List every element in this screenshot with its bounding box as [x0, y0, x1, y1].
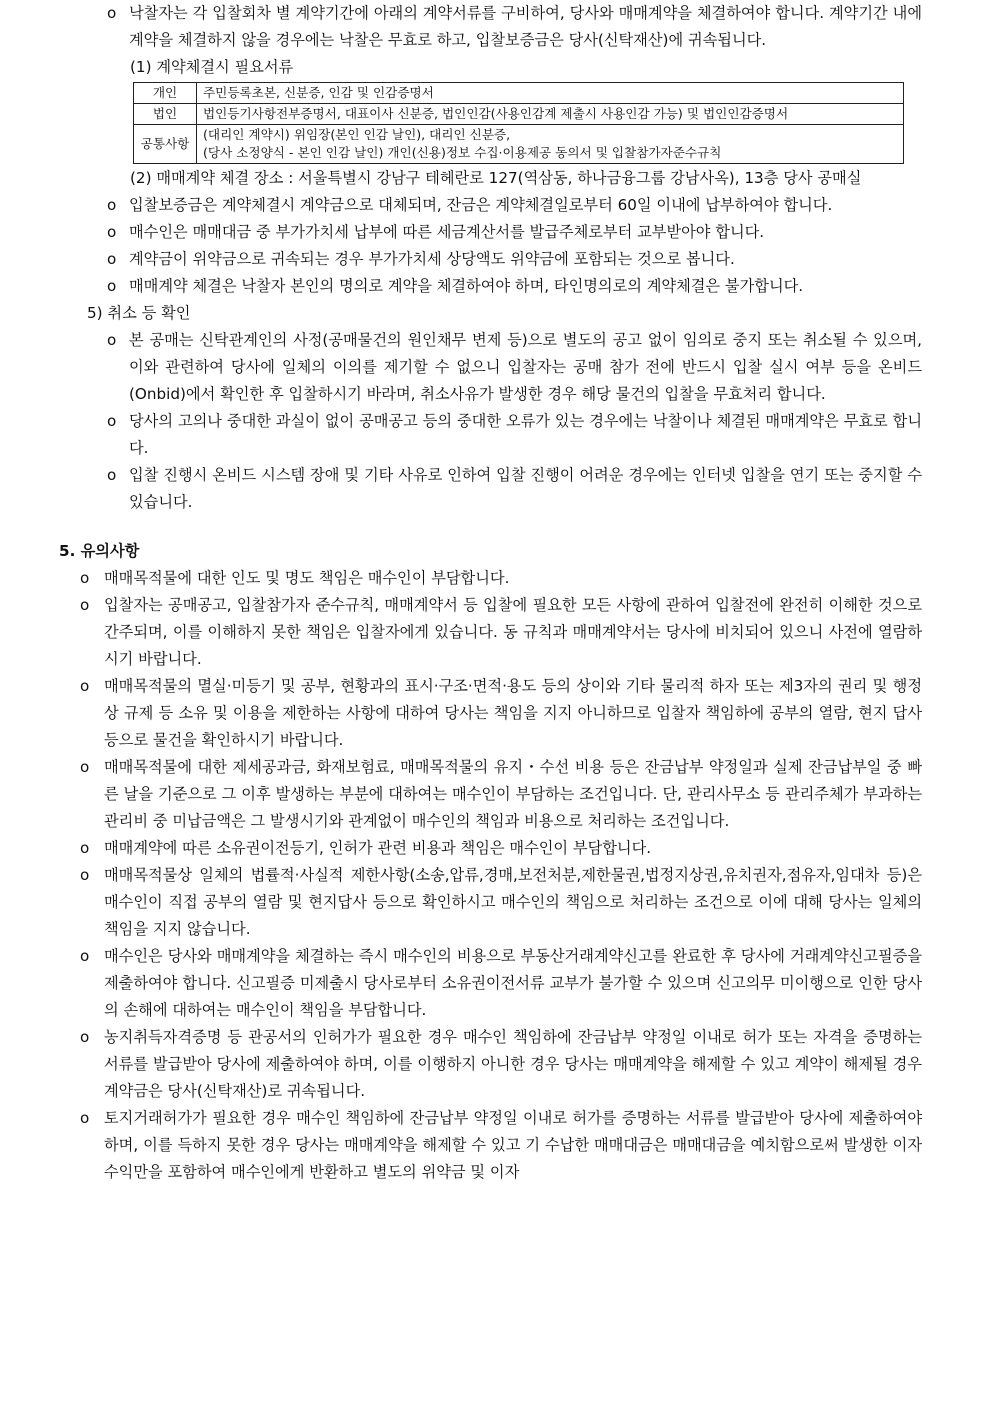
list-item — [80, 592, 922, 673]
table-row — [134, 104, 904, 125]
bullet: o — [80, 596, 90, 614]
list-item — [80, 1105, 922, 1186]
bullet: o — [107, 4, 117, 22]
paragraph-text: 매매목적물에 대한 제세공과금, 화재보험료, 매매목적물의 유지・수선 비용 등은 잔금납부 약정일과 실제 잔금납부일 중 빠른 날을 기준으로 그 이후 발생하는 부분에 대하여는 매수인이 부담하는 조건입니다. 단, 관리사무소 등 관리주체가 부과하는 관리비 중 미납금액은 그 발생시기와 관계없이 매수인의 책임과 비용으로 처리하는 조건입니다. — [104, 758, 922, 830]
bullet: o — [107, 277, 117, 295]
paragraph-text: 계약금이 위약금으로 귀속되는 경우 부가가치세 상당액도 위약금에 포함되는 것으로 봅니다. — [129, 250, 735, 268]
bullet: o — [107, 196, 117, 214]
deposit-block — [0, 192, 992, 300]
section-heading: 5. 유의사항 — [59, 542, 140, 560]
list-item — [107, 273, 922, 300]
list-item — [107, 246, 922, 273]
paragraph-text: 낙찰자는 각 입찰회차 별 계약기간에 아래의 계약서류를 구비하여, 당사와 매매계약을 체결하여야 합니다. 계약기간 내에 계약을 체결하지 않을 경우에는 낙찰은 무효로 하고, 입찰보증금은 당사(신탁재산)에 귀속됩니다. — [129, 4, 922, 49]
list-item — [80, 673, 922, 754]
list-item — [80, 943, 922, 1024]
list-item — [107, 408, 922, 462]
paragraph-text: 입찰보증금은 계약체결시 계약금으로 대체되며, 잔금은 계약체결일로부터 60일 이내에 납부하여야 합니다. — [129, 196, 833, 214]
notes-block — [0, 565, 992, 1186]
table-value-line: (당사 소정양식 - 본인 인감 날인) 개인(신용)정보 수집·이용제공 동의서 및 입찰참가자준수규칙 — [203, 145, 722, 160]
paragraph-text: 매매계약 체결은 낙찰자 본인의 명의로 계약을 체결하여야 하며, 타인명의로의 계약체결은 불가합니다. — [129, 277, 804, 295]
paragraph-text: 본 공매는 신탁관계인의 사정(공매물건의 원인채무 변제 등)으로 별도의 공고 없이 임의로 중지 또는 취소될 수 있으며, 이와 관련하여 당사에 일체의 이의를 제기할 수 없으니 입찰자는 공매 참가 전에 반드시 입찰 실시 여부 등을 온비드(Onbid)에서 확인한 후 입찰하시기 바라며, 취소사유가 발생한 경우 해당 물건의 입찰을 무효처리 합니다. — [129, 331, 922, 403]
list-item — [80, 862, 922, 943]
table-value: 주민등록초본, 신분증, 인감 및 인감증명서 — [197, 83, 904, 104]
paragraph-text: 입찰 진행시 온비드 시스템 장애 및 기타 사유로 인하여 입찰 진행이 어려운 경우에는 인터넷 입찰을 연기 또는 중지할 수 있습니다. — [129, 466, 922, 511]
contract-block — [0, 0, 992, 54]
table-value — [197, 125, 904, 164]
paragraph-text: 토지거래허가가 필요한 경우 매수인 책임하에 잔금납부 약정일 이내로 허가를 증명하는 서류를 발급받아 당사에 제출하여야 하며, 이를 득하지 못한 경우 당사는 매매계약을 해제할 수 있고 기 수납한 매매대금은 매매대금을 예치함으로써 발생한 이자수익만을 포함하여 매수인에게 반환하고 별도의 위약금 및 이자 — [104, 1109, 922, 1181]
cancel-section-title: 5) 취소 등 확인 — [87, 304, 191, 322]
list-item — [80, 835, 922, 862]
cancel-block — [0, 327, 992, 516]
paragraph-text: 매매목적물에 대한 인도 및 명도 책임은 매수인이 부담합니다. — [104, 569, 510, 587]
list-item — [80, 754, 922, 835]
table-value-line: (대리인 계약시) 위임장(본인 인감 날인), 대리인 신분증, — [203, 127, 511, 142]
table-value: 법인등기사항전부증명서, 대표이사 신분증, 법인인감(사용인감계 제출시 사용인감 가능) 및 법인인감증명서 — [197, 104, 904, 125]
table-key: 공통사항 — [134, 125, 197, 164]
bullet: o — [80, 839, 90, 857]
table-key: 법인 — [134, 104, 197, 125]
paragraph-text: 입찰자는 공매공고, 입찰참가자 준수규칙, 매매계약서 등 입찰에 필요한 모든 사항에 관하여 입찰전에 완전히 이해한 것으로 간주되며, 이를 이해하지 못한 책임은 입찰자에게 있습니다. 동 규칙과 매매계약서는 당사에 비치되어 있으니 사전에 열람하시기 바랍니다. — [104, 596, 922, 668]
required-docs-title: (1) 계약체결시 필요서류 — [130, 58, 294, 76]
list-item — [107, 327, 922, 408]
bullet: o — [80, 1028, 90, 1046]
bullet: o — [107, 412, 117, 430]
contract-place: (2) 매매계약 체결 장소 : 서울특별시 강남구 테헤란로 127(역삼동, 하나금융그룹 강남사옥), 13층 당사 공매실 — [130, 169, 862, 187]
bullet: o — [80, 866, 90, 884]
bullet: o — [107, 331, 117, 349]
list-item — [107, 462, 922, 516]
paragraph-text: 매매계약에 따른 소유권이전등기, 인허가 관련 비용과 책임은 매수인이 부담합니다. — [104, 839, 652, 857]
table-row — [134, 83, 904, 104]
bullet: o — [80, 569, 90, 587]
bullet: o — [80, 758, 90, 776]
paragraph-text: 매수인은 매매대금 중 부가가치세 납부에 따른 세금계산서를 발급주체로부터 교부받아야 합니다. — [129, 223, 765, 241]
paragraph-text: 매매목적물상 일체의 법률적·사실적 제한사항(소송,압류,경매,보전처분,제한물권,법정지상권,유치권자,점유자,임대차 등)은 매수인이 직접 공부의 열람 및 현지답사 등으로 확인하시고 매수인의 책임으로 처리하는 조건으로 이에 대해 당사는 일체의 책임을 지지 않습니다. — [104, 866, 922, 938]
bullet: o — [80, 947, 90, 965]
bullet: o — [107, 250, 117, 268]
bullet: o — [80, 677, 90, 695]
list-item — [107, 219, 922, 246]
table-key: 개인 — [134, 83, 197, 104]
paragraph-text: 당사의 고의나 중대한 과실이 없이 공매공고 등의 중대한 오류가 있는 경우에는 낙찰이나 체결된 매매계약은 무효로 합니다. — [129, 412, 922, 457]
paragraph-text: 매수인은 당사와 매매계약을 체결하는 즉시 매수인의 비용으로 부동산거래계약신고를 완료한 후 당사에 거래계약신고필증을 제출하여야 합니다. 신고필증 미제출시 당사로부터 소유권이전서류 교부가 불가할 수 있으며 신고의무 미이행으로 인한 당사의 손해에 대하여는 매수인이 책임을 부담합니다. — [104, 947, 922, 1019]
paragraph-text: 매매목적물의 멸실·미등기 및 공부, 현황과의 표시·구조·면적·용도 등의 상이와 기타 물리적 하자 또는 제3자의 권리 및 행정상 규제 등 소유 및 이용을 제한하는 사항에 대하여 당사는 책임을 지지 아니하므로 입찰자 책임하에 공부의 열람, 현지 답사 등으로 물건을 확인하시기 바랍니다. — [104, 677, 922, 749]
list-item — [107, 192, 922, 219]
list-item — [107, 0, 922, 54]
bullet: o — [80, 1109, 90, 1127]
table-row — [134, 125, 904, 164]
list-item — [80, 565, 922, 592]
list-item — [80, 1024, 922, 1105]
bullet: o — [107, 223, 117, 241]
paragraph-text: 농지취득자격증명 등 관공서의 인허가가 필요한 경우 매수인 책임하에 잔금납부 약정일 이내로 허가 또는 자격을 증명하는 서류를 발급받아 당사에 제출하여야 하며, 이를 이행하지 아니한 경우 당사는 매매계약을 해제할 수 있고 계약이 해제될 경우 계약금은 당사(신탁재산)로 귀속됩니다. — [104, 1028, 922, 1100]
bullet: o — [107, 466, 117, 484]
required-docs-table — [133, 82, 904, 164]
